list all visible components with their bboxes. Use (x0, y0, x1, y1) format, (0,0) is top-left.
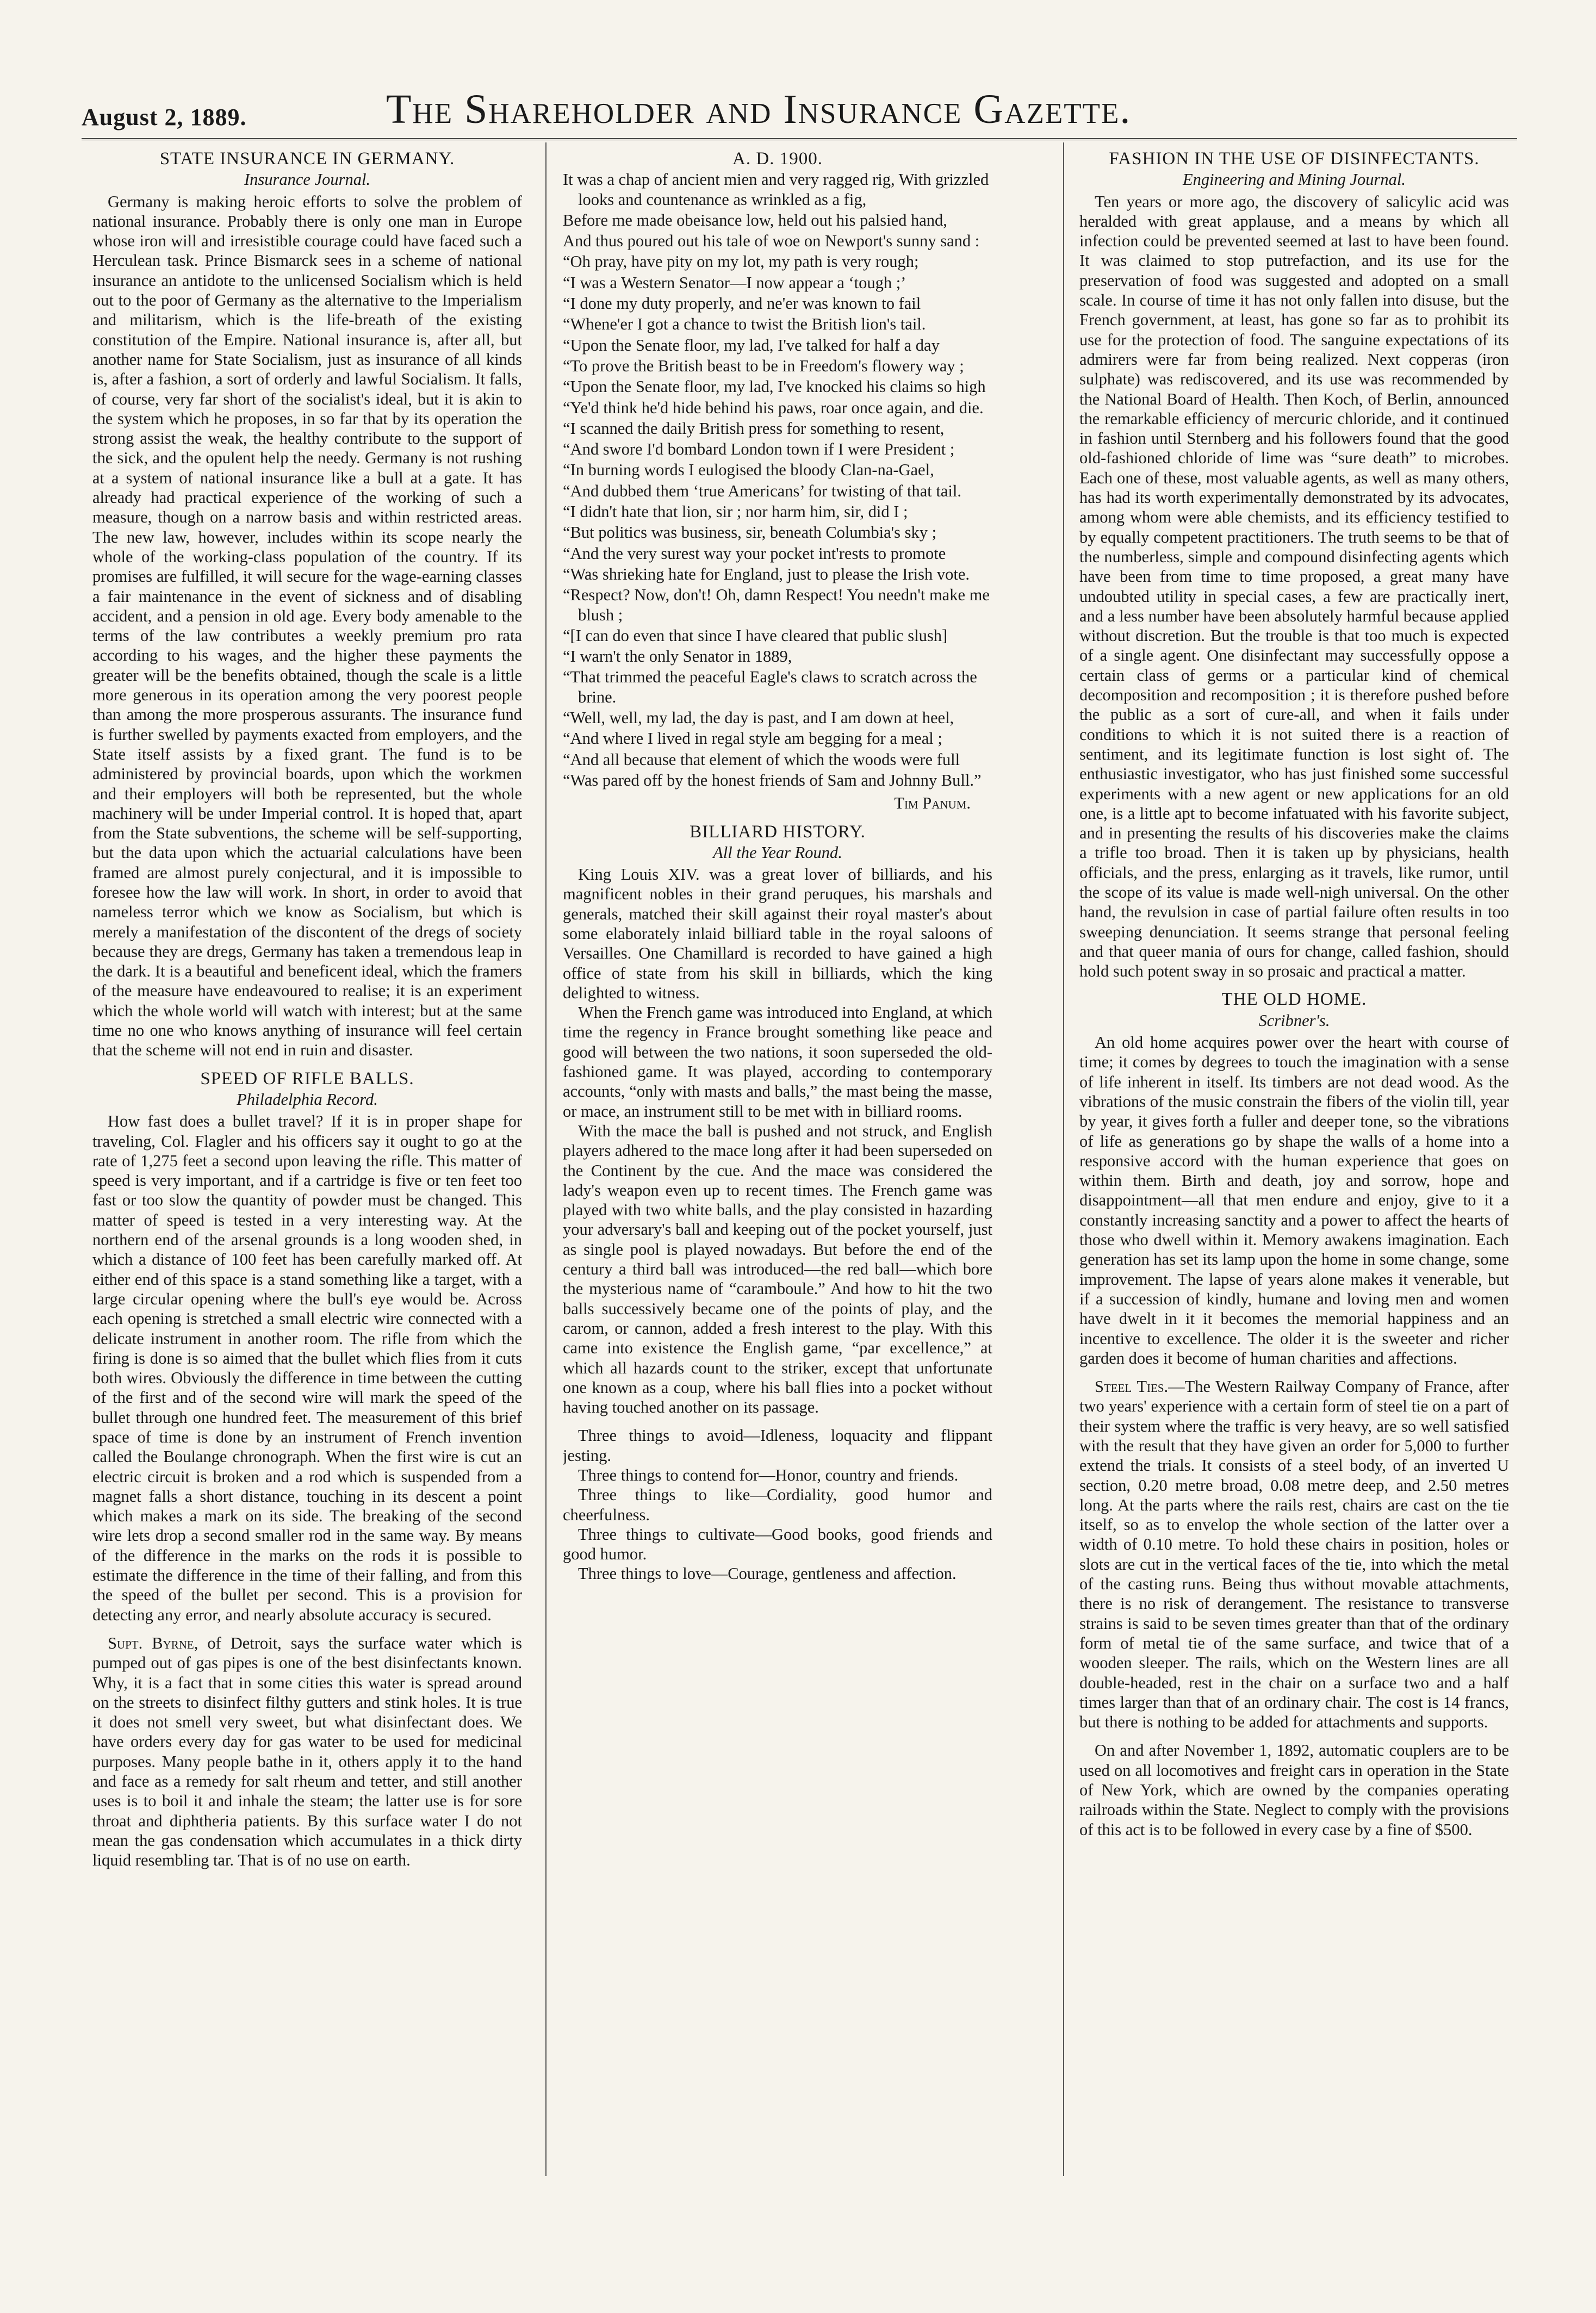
poem-line: “I done my duty properly, and ne'er was known to fail (563, 294, 921, 313)
masthead (82, 82, 1517, 133)
article-text: of Detroit, says the surface water which is pumped out of gas pipes is one of the best disinfectants known. Why, it is a fact that in some cities this water is spread around on the streets to disinfect filthy gutters and stink holes. It is true it does not smell very sweet, but what disinfectant does. We have orders every day for gas water to be used for medicinal purposes. Many people bathe in it, others apply it to the hand and face as a remedy for salt rheum and tetter, and still another uses is to boil it and inhale the steam; the latter use is for sore throat and diphtheria patients. By this surface water I do not mean the gas condensation which accumulates in a thick dirty liquid resembling tar. That is of no use on earth. (92, 1633, 522, 1870)
poem-line: “I scanned the daily British press for something to resent, (563, 419, 945, 438)
column-3 (1079, 146, 1509, 2266)
column-divider-1 (545, 142, 547, 2176)
poem-line: “Upon the Senate floor, my lad, I've knocked his claims so high (563, 377, 986, 396)
column-divider-2 (1063, 142, 1064, 2176)
poem-line: “Whene'er I got a chance to twist the British lion's tail. (563, 315, 926, 334)
poem-line: “Respect? Now, don't! Oh, damn Respect! You needn't make me blush ; (563, 586, 990, 624)
article-lead: Supt. Byrne, (108, 1633, 198, 1652)
article-billiard-history (563, 822, 992, 1417)
column-2 (563, 146, 992, 2266)
poem-line: “Upon the Senate floor, my lad, I've talked for half a day (563, 335, 940, 355)
list-item: Three things to contend for—Honor, country and friends. (578, 1466, 959, 1484)
article-body: With the mace the ball is pushed and not struck, and English players adhered to the mace long after it had been superseded on the Continent by the cue. And the mace was considered the lady's weapon even up to recent times. The French game was played with two white balls, and the play consisted in hazarding your adversary's ball and keeping out of the pocket yourself, just as single pool is played nowadays. But before the end of the century a third ball was introduced—the red ball—which bore the mysterious name of “caramboule.” And how to hit the two balls successively became one of the points of play, and the carom, or cannon, added a fresh interest to the play. With this came into existence the English game, “par excellence,” at which all hazards count to the striker, except that unfortunate one known as a coup, where his ball flies into a pocket without having touched another on its passage. (563, 1121, 992, 1417)
article-title: STATE INSURANCE IN GERMANY. (159, 149, 455, 169)
article-three-things (563, 1426, 992, 1583)
article-source: Philadelphia Record. (237, 1090, 378, 1109)
poem-title: A. D. 1900. (732, 149, 823, 169)
poem-line: “And the very surest way your pocket int'rests to promote (563, 544, 946, 563)
article-body (1079, 1377, 1509, 1732)
article-source: Scribner's. (1258, 1011, 1330, 1030)
list-item: Three things to avoid—Idleness, loquacity and flippant jesting. (563, 1426, 992, 1465)
poem-line: “Was shrieking hate for England, just to please the Irish vote. (563, 564, 970, 583)
article-steel-ties (1079, 1377, 1509, 1732)
poem-line: “In burning words I eulogised the bloody Clan-na-Gael, (563, 461, 934, 480)
article-lead: Steel Ties. (1095, 1377, 1169, 1396)
poem-line: “Oh pray, have pity on my lot, my path is very rough; (563, 252, 919, 271)
article-state-insurance (92, 149, 522, 1060)
poem-line: “Well, well, my lad, the day is past, and I am down at heel, (563, 708, 954, 728)
article-gas-water (92, 1633, 522, 1870)
article-body (92, 1633, 522, 1870)
poem-line: “But politics was business, sir, beneath Columbia's sky ; (563, 523, 937, 542)
poem-line: “That trimmed the peaceful Eagle's claws to scratch across the brine. (563, 668, 977, 706)
poem-line: “Ye'd think he'd hide behind his paws, roar once again, and die. (563, 398, 984, 417)
article-source: All the Year Round. (713, 843, 842, 862)
article-title: THE OLD HOME. (1221, 990, 1367, 1010)
article-old-home (1079, 990, 1509, 1368)
article-rifle-balls (92, 1069, 522, 1625)
article-title: FASHION IN THE USE OF DISINFECTANTS. (1109, 149, 1480, 169)
poem-line: “And all because that element of which the woods were full (563, 750, 960, 769)
article-title: BILLIARD HISTORY. (690, 822, 866, 842)
poem-line: “I didn't hate that lion, sir ; nor harm him, sir, did I ; (563, 502, 908, 521)
poem-line: “And dubbed them ‘true Americans’ for twisting of that tail. (563, 481, 961, 500)
poem-line: “And where I lived in regal style am begging for a meal ; (563, 729, 942, 748)
poem-line: And thus poured out his tale of woe on Newport's sunny sand : (563, 232, 980, 251)
poem-line: “I warn't the only Senator in 1889, (563, 647, 792, 666)
article-couplers (1079, 1740, 1509, 1839)
article-body: King Louis XIV. was a great lover of billiards, and his magnificent nobles in their grand peruques, his marshals and generals, matched their skill against their royal master's about some elaborately inlaid billiard table in the royal saloons of Versailles. One Chamillard is recorded to have gained a high office of state from his skill in billiards, which the king delighted to witness. (563, 865, 992, 1002)
poem-line: Before me made obeisance low, held out his palsied hand, (563, 210, 947, 229)
article-body: How fast does a bullet travel? If it is in proper shape for traveling, Col. Flagler and his officers say it ought to go at the rate of 1,275 feet a second upon leaving the rifle. This matter of speed is very important, and if a cartridge is five or ten feet too fast or too slow the quantity of powder must be changed. This matter of speed is tested in a very interesting way. At the northern end of the arsenal grounds is a long wooden shed, in which a distance of 100 feet has been carefully marked off. At either end of this space is a stand something like a target, with a large circular opening where the bull's eye would be. Across each opening is stretched a small electric wire connected with a delicate instrument in another room. The rifle from which the firing is done is so aimed that the bullet which flies from it cuts both wires. Obviously the difference in time between the cutting of the first and of the second wire will mark the speed of the bullet through one hundred feet. The measurement of this brief space of time is done by an instrument of French invention called the Boulange chronograph. When the first wire is cut an electric circuit is broken and a rod which is suspended from a magnet falls a short distance, touching in its descent a point which makes a mark on its side. The breaking of the second wire lets drop a second smaller rod in the same way. By means of the difference in the marks on the rods it is possible to estimate the difference in the time of their falling, and from this the speed of the bullet per second. This is a provision for detecting any error, and nearly absolute accuracy is secured. (92, 1112, 522, 1624)
poem-line: It was a chap of ancient mien and very ragged rig, With grizzled looks and countenance as wrinkled as a fig, (563, 170, 989, 209)
poem-ad-1900 (563, 149, 992, 813)
article-text: —The Western Railway Company of France, after two years' experience with a certain form of steel tie on a part of their system where the traffic is very heavy, are so well satisfied with the result that they have given an order for 5,000 to further extend the trials. It consists of a steel body, of an inverted U section, 0.20 metre broad, 0.08 metre deep, and 2.50 metres long. At the parts where the rails rest, chairs are cast on the tie itself, so as to envelop the whole section of the latter over a width of 0.10 metre. To hold these chairs in position, holes or slots are cut in the vertical faces of the tie, into which the metal of the casting runs. Being thus without movable attachments, there is no risk of derangement. The resistance to transverse strains is said to be seven times greater than that of the ordinary form of metal tie of the same surface, and twice that of a wooden sleeper. The rails, which on the Western lines are all double-headed, rest in the chair on a surface two and a half times larger than that of an ordinary chair. The cost is 14 francs, but there is nothing to be added for attachments and supports. (1079, 1377, 1509, 1732)
article-body: Ten years or more ago, the discovery of salicylic acid was heralded with great applause, and a means by which all infection could be prevented seemed at last to have been found. It was claimed to stop putrefaction, and its use for the preservation of food was suggested and adopted on a small scale. In course of time it has not only fallen into disuse, but the French government, at least, has gone so far as to prohibit its use for the protection of food. The sanguine expectations of its admirers were far from being realized. Next copperas (iron sulphate) was rediscovered, and its use was recommended by the National Board of Health. Then Koch, of Berlin, announced the remarkable efficiency of mercuric chloride, and it continued in fashion until Sternberg and his followers found that the good old-fashioned chloride of lime was “sure death” to microbes. Each one of these, most valuable agents, as well as many others, has had its worth experimentally demonstrated by its advocates, among whom were able chemists, and its efficiency testified to by equally competent practitioners. The truth seems to be that of the numberless, simple and compound disinfecting agents which have been from time to time proposed, a great many have undoubted utility in special cases, a few are practically inert, and a less number have been absolutely harmful because applied without discretion. But the trouble is that too much is expected of a single agent. One disinfectant may successfully oppose a certain class of germs or a particular kind of chemical decomposition and recomposition ; it is therefore pushed before the public as a sort of cure-all, and when it fails under conditions to which it is not suited there is a reaction of sentiment, and its legitimate function is lost sight of. The enthusiastic investigator, who has just finished some successful experiments with a new agent or new applications for an old one, is a little apt to become infatuated with his favorite subject, and in presenting the results of his discoveries make the claims a trifle too broad. Then it is taken up by physicians, health officials, and the press, enlarging as it travels, like rumor, until the scope of its value is made well-nigh universal. On the other hand, the revulsion in case of partial failure often results in too sweeping denunciation. It seems strange that personal feeling and that queer mania of ours for change, called fashion, should hold such potent sway in so prosaic and practical a matter. (1079, 192, 1509, 981)
poem-line: “And swore I'd bombard London town if I were President ; (563, 440, 955, 459)
list-item: Three things to cultivate—Good books, good friends and good humor. (563, 1525, 992, 1564)
article-source: Engineering and Mining Journal. (1182, 170, 1406, 189)
poem-line: “To prove the British beast to be in Freedom's flowery way ; (563, 356, 964, 375)
poem-line: “Was pared off by the honest friends of Sam and Johnny Bull.” (563, 770, 982, 789)
article-disinfectants (1079, 149, 1509, 981)
article-body: An old home acquires power over the heart with course of time; it comes by degrees to touch the imagination with a sense of life inherent in itself. Its timbers are not dead wood. As the vibrations of the music constrain the fibers of the violin till, year by year, it gives forth a fuller and deeper tone, so the vibrations of life as generations go by shape the walls of a home into a responsive accord with the human experience that goes on within them. Birth and death, joy and sorrow, hope and disappointment—all that men endure and enjoy, give to it a constantly increasing sanctity and a power to affect the hearts of those who dwell within it. Memory awakens imagination. Each generation has set its lamp upon the home in some change, some improvement. The lapse of years alone makes it venerable, but if a succession of kindly, humane and loving men and women have dwelt in it it becomes the memorial happiness and an incentive to excellence. The older it is the sweeter and richer garden does it become of human charities and affections. (1079, 1033, 1509, 1367)
list-item: Three things to love—Courage, gentleness and affection. (578, 1564, 957, 1583)
issue-date: August 2, 1889. (82, 104, 247, 130)
list-item: Three things to like—Cordiality, good humor and cheerfulness. (563, 1485, 992, 1524)
article-body: On and after November 1, 1892, automatic couplers are to be used on all locomotives and freight cars in operation in the State of New York, which are owned by the companies operating railroads within the State. Neglect to comply with the provisions of this act is to be followed in every case by a fine of $500. (1079, 1741, 1509, 1839)
article-source: Insurance Journal. (244, 170, 371, 189)
column-1 (92, 146, 522, 2266)
article-body: When the French game was introduced into England, at which time the regency in France brought something like peace and good will between the two nations, it soon superseded the old-fashioned game. It was played, according to contemporary accounts, “only with masts and balls,” the mast being the masse, or mace, an instrument still to be met with in billiard rooms. (563, 1003, 992, 1121)
poem-signature: Tim Panum. (894, 794, 971, 813)
masthead-rule (82, 138, 1517, 140)
newspaper-title: The Shareholder and Insurance Gazette. (386, 86, 1132, 132)
article-title: SPEED OF RIFLE BALLS. (200, 1068, 414, 1089)
article-body: Germany is making heroic efforts to solve the problem of national insurance. Probably there is only one man in Europe whose iron will and irresistible courage could have faced such a Herculean task. Prince Bismarck sees in a scheme of national insurance an antidote to the unlicensed Socialism which is held out to the poor of Germany as the alternative to the Imperialism and militarism, which is the life-breath of the existing constitution of the Empire. National insurance is, after all, but another name for State Socialism, just as insurance of all kinds is, after a fashion, a sort of orderly and lawful Socialism. It falls, of course, very far short of the socialist's ideal, but it is akin to the system which he proposes, in so far that by its operation the strong assist the weak, the healthy contribute to the support of the sick, and the opulent help the needy. Germany is not rushing at a system of national insurance like a bull at a gate. It has already had practical experience of the working of such a measure, though on a narrow basis and within restricted areas. The new law, however, includes within its scope nearly the whole of the working-class population of the country. If its promises are fulfilled, it will secure for the wage-earning classes a fair maintenance in the event of sickness and of disabling accident, and a pension in old age. Every body amenable to the terms of the law contributes a weekly premium pro rata according to his wages, and the higher these payments the greater will be the benefits obtained, though the scale is a little more generous in its operation among the very poorest people than among the more prosperous assurants. The insurance fund is further swelled by payments exacted from employers, and the State itself assists by a fixed grant. The fund is to be administered by provincial boards, upon which the workmen and their employers will both be represented, but the whole machinery will be under Imperial control. It is hoped that, apart from the State subventions, the scheme will be self-supporting, but the data upon which the actuarial calculations have been framed are almost purely conjectural, and it is impossible to foresee how the law will work. In short, in order to avoid that nameless terror which we know as Socialism, but which is merely a manifestation of the discontent of the dregs of society because they are dregs, Germany has taken a tremendous leap in the dark. It is a beautiful and beneficent ideal, which the framers of the measure have endeavoured to realise; it is an experiment which the whole world will watch with interest; but at the same time no one who knows anything of insurance will feel certain that the scheme will not end in ruin and disaster. (92, 192, 522, 1060)
poem-line: “[I can do even that since I have cleared that public slush] (563, 626, 948, 645)
poem-line: “I was a Western Senator—I now appear a ‘tough ;’ (563, 273, 906, 292)
